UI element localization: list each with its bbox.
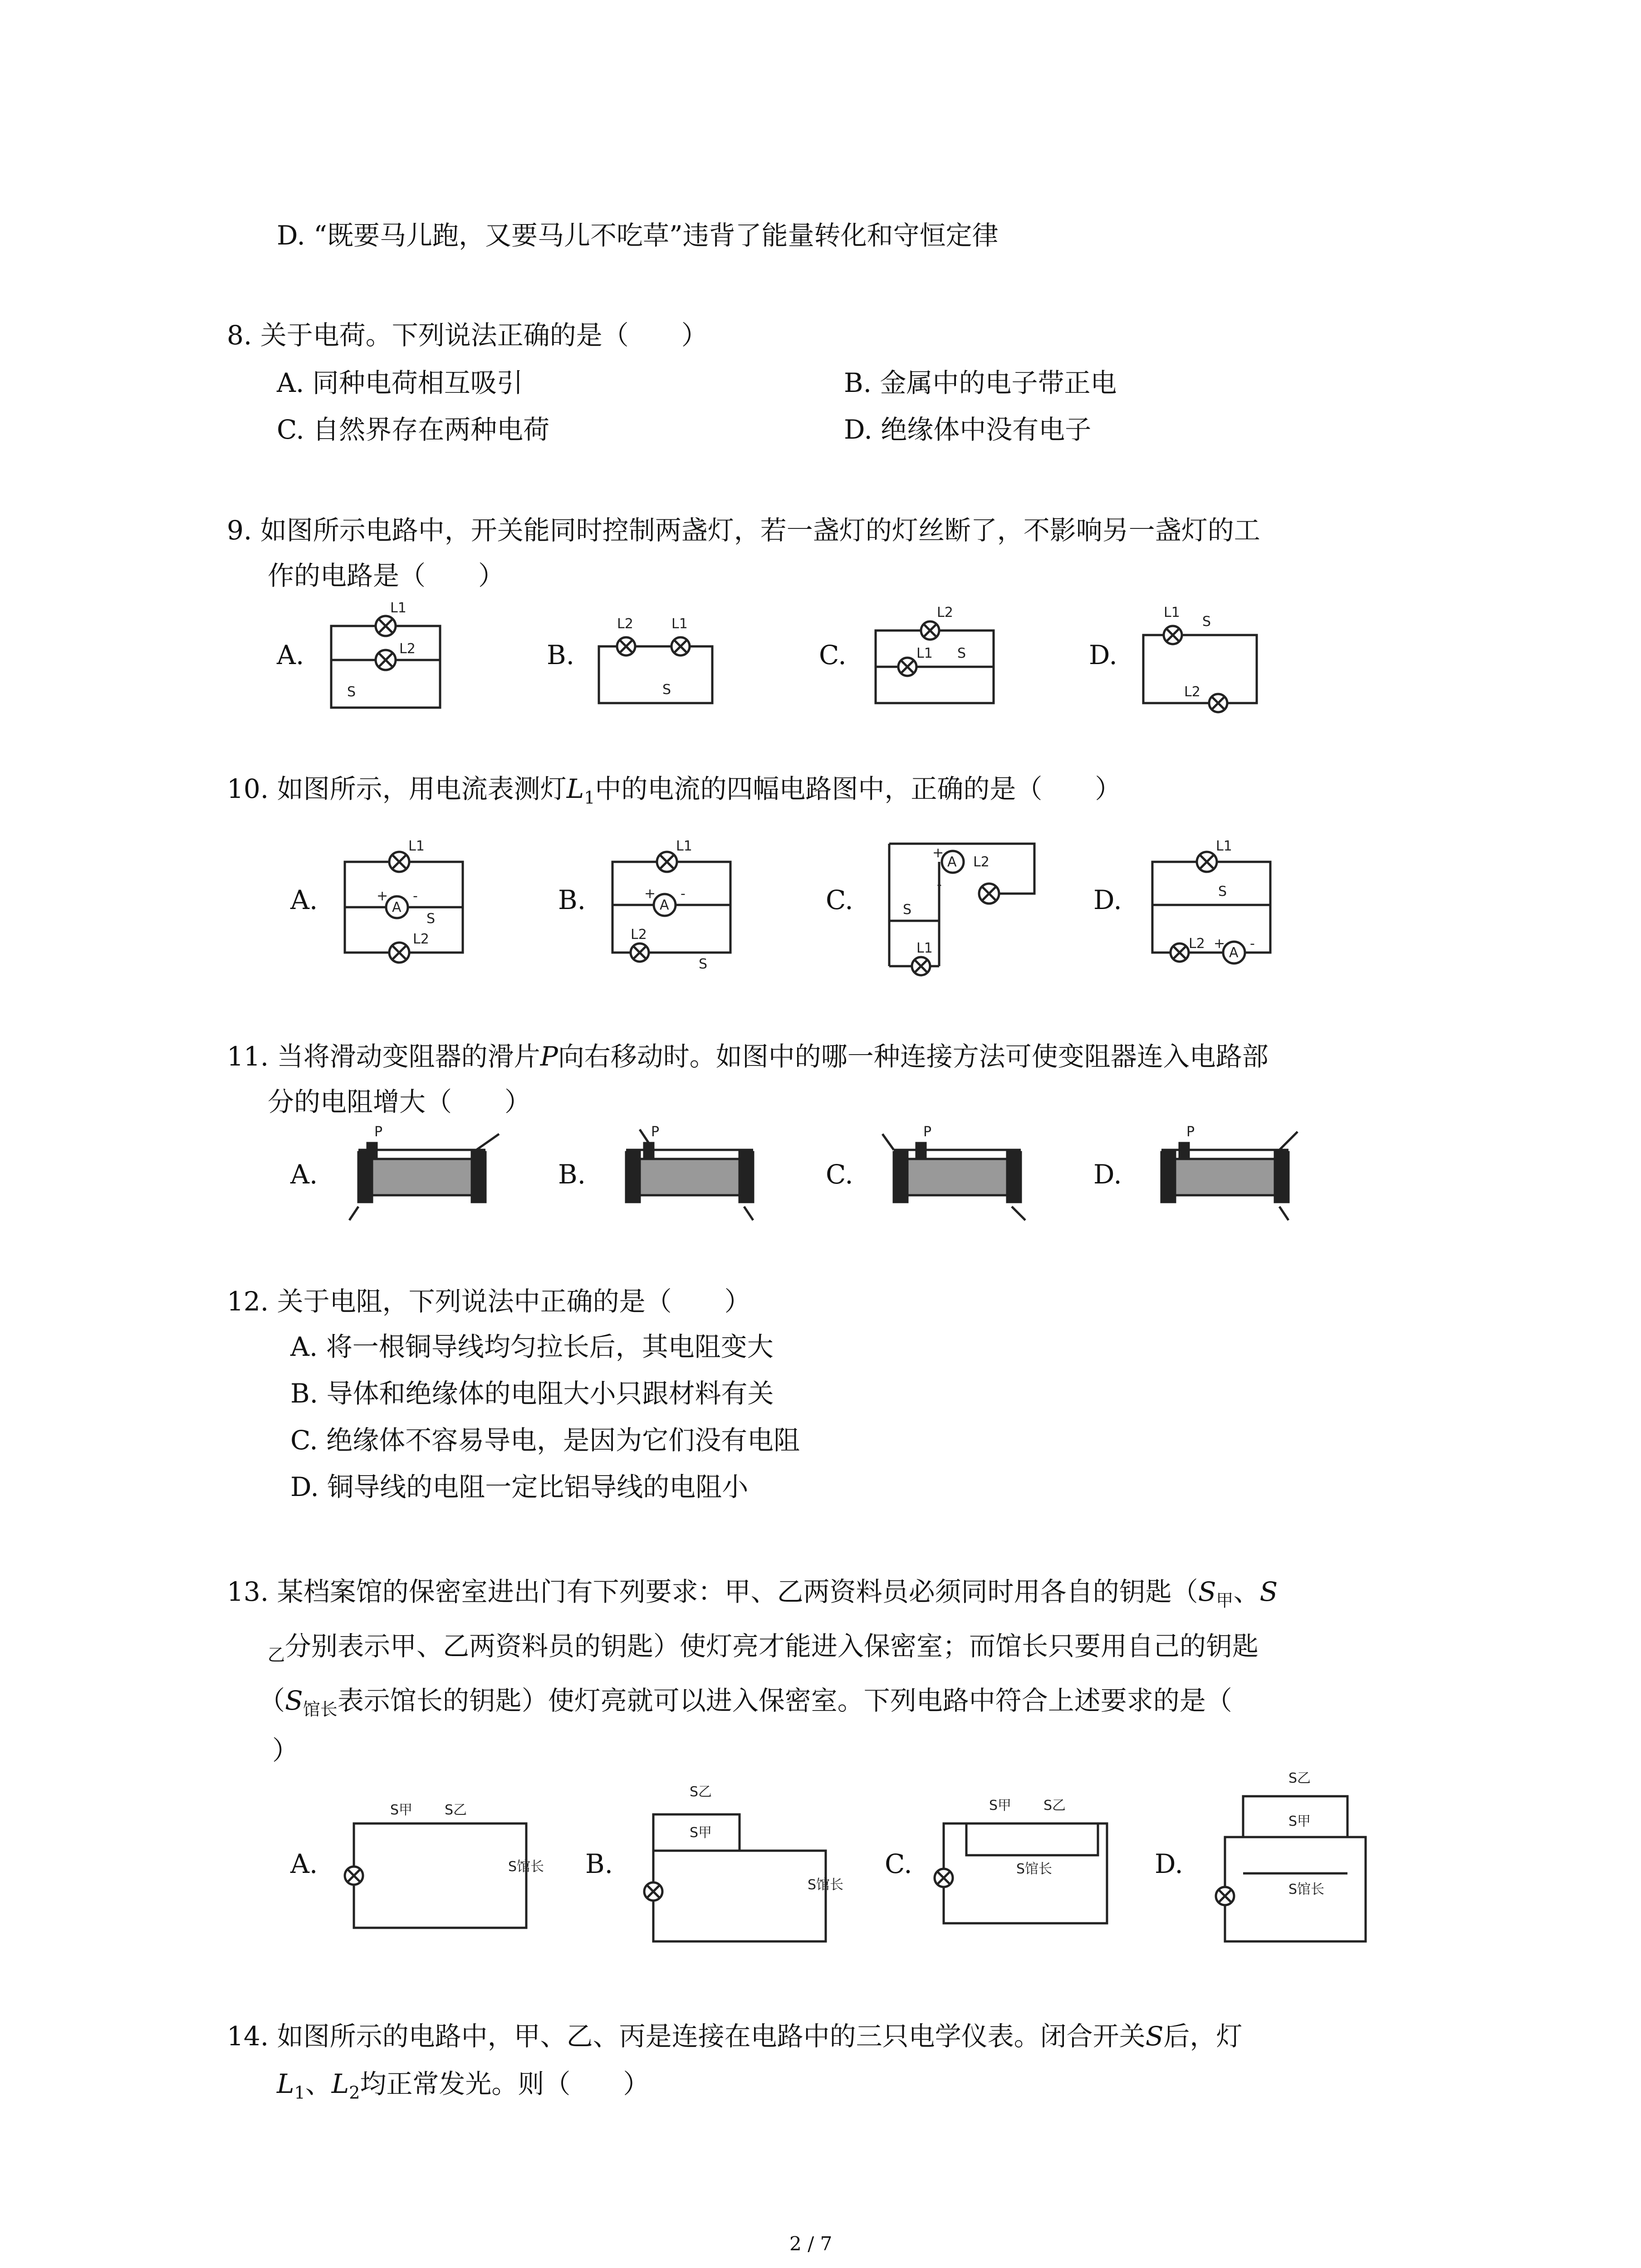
q10-circuit-c	[871, 835, 1043, 980]
q11-rheostat-d	[1143, 1125, 1316, 1229]
q9d-l1-label: L1	[1164, 605, 1180, 621]
q9-label-d: D.	[1089, 640, 1117, 670]
q10d-plus: +	[1214, 936, 1225, 952]
q10-circuit-d	[1143, 839, 1279, 966]
q10-label-b: B.	[558, 885, 586, 915]
q9a-s-label: S	[347, 684, 356, 700]
q10d-l1: L1	[1216, 838, 1232, 854]
q13-line3: （$S_{馆长}$表示馆长的钥匙）使灯亮就可以进入保密室。下列电路中符合上述要求的是（	[259, 1685, 1232, 1720]
q13-label-b: B.	[585, 1848, 613, 1879]
q9d-l2-label: L2	[1184, 684, 1200, 700]
q9-label-a: A.	[277, 640, 304, 670]
q8-option-d: D. 绝缘体中没有电子	[844, 414, 1092, 445]
q8-option-a: A. 同种电荷相互吸引	[277, 367, 523, 398]
q9a-l1-label: L1	[390, 600, 407, 616]
q12-option-d: D. 铜导线的电阻一定比铝导线的电阻小	[290, 1471, 749, 1502]
q10b-l2: L2	[631, 927, 647, 943]
q10c-l2: L2	[973, 854, 989, 870]
q14-line2: $L_1$、$L_2$均正常发光。则（ ）	[277, 2068, 650, 2103]
q9-circuit-c	[862, 599, 1003, 717]
q13c-sjia: S甲	[989, 1798, 1012, 1813]
q12-stem: 12. 关于电阻，下列说法中正确的是（ ）	[227, 1286, 751, 1317]
q9b-s-label: S	[662, 682, 671, 698]
q11c-p: P	[923, 1124, 932, 1140]
q10-label-c: C.	[826, 885, 853, 915]
q11-label-c: C.	[826, 1159, 853, 1190]
q10a-a: A	[392, 899, 402, 915]
q13b-sguan: S馆长	[808, 1877, 844, 1893]
q13-label-c: C.	[885, 1848, 912, 1879]
q11-stem-line2: 分的电阻增大（ ）	[268, 1086, 531, 1117]
q12-option-b: B. 导体和绝缘体的电阻大小只跟材料有关	[290, 1378, 774, 1409]
q13-circuit-b	[635, 1774, 853, 1950]
q9d-s-label: S	[1202, 614, 1211, 630]
q10c-plus: +	[932, 845, 944, 861]
q11-label-a: A.	[290, 1159, 318, 1190]
q9b-l2-label: L2	[617, 616, 633, 632]
q10-label-a: A.	[290, 885, 318, 915]
q13-circuit-d	[1198, 1765, 1379, 1955]
q10-circuit-a	[336, 839, 472, 966]
q9c-s-label: S	[957, 645, 966, 661]
q13a-sjia: S甲	[390, 1802, 413, 1818]
q13a-sguan: S馆长	[508, 1859, 544, 1875]
q13d-syi: S乙	[1288, 1770, 1311, 1786]
q10b-a: A	[660, 897, 669, 913]
q10-stem: 10. 如图所示，用电流表测灯$L_1$中的电流的四幅电路图中，正确的是（ ）	[227, 773, 1122, 808]
q13-circuit-c	[930, 1792, 1121, 1941]
q8-option-c: C. 自然界存在两种电荷	[277, 414, 550, 445]
q9c-l2-label: L2	[937, 605, 953, 621]
q11-label-b: B.	[558, 1159, 586, 1190]
q11d-p: P	[1186, 1124, 1195, 1140]
q10b-s: S	[699, 956, 708, 972]
q9a-l2-label: L2	[399, 641, 416, 657]
page-number: 2 / 7	[789, 2233, 833, 2255]
q9-stem-line1: 9. 如图所示电路中，开关能同时控制两盏灯，若一盏灯的灯丝断了，不影响另一盏灯的工	[227, 515, 1260, 546]
q11b-p: P	[651, 1124, 660, 1140]
q9b-l1-label: L1	[671, 616, 688, 632]
q8-stem: 8. 关于电荷。下列说法正确的是（ ）	[227, 320, 708, 351]
q9-label-c: C.	[819, 640, 847, 670]
q13-label-a: A.	[290, 1848, 318, 1879]
q13-line2: $_乙$分别表示甲、乙两资料员的钥匙）使灯亮才能进入保密室；而馆长只要用自己的钥匙	[268, 1631, 1259, 1665]
q10c-s: S	[903, 902, 912, 918]
q10c-minus: -	[937, 877, 942, 893]
q10a-l2: L2	[413, 931, 429, 947]
q13d-sjia: S甲	[1288, 1813, 1311, 1829]
q9-circuit-a	[318, 599, 454, 717]
q13-circuit-a	[336, 1796, 554, 1941]
q11-label-d: D.	[1093, 1159, 1122, 1190]
q10d-s: S	[1218, 884, 1227, 899]
q11-rheostat-b	[608, 1125, 780, 1229]
q9-circuit-b	[590, 603, 721, 708]
q8-option-b: B. 金属中的电子带正电	[844, 367, 1117, 398]
q11-rheostat-a	[340, 1125, 513, 1229]
q13c-syi: S乙	[1043, 1798, 1066, 1813]
q10a-plus: +	[377, 888, 388, 904]
q9-circuit-d	[1134, 594, 1266, 712]
q13-line1: 13. 某档案馆的保密室进出门有下列要求：甲、乙两资料员必须同时用各自的钥匙（$S_甲$、S	[227, 1576, 1278, 1611]
q9c-l1-label: L1	[916, 645, 933, 661]
q12-option-c: C. 绝缘体不容易导电，是因为它们没有电阻	[290, 1425, 800, 1456]
q9-label-b: B.	[547, 640, 575, 670]
q10b-minus: -	[681, 886, 686, 902]
q11a-p: P	[374, 1124, 383, 1140]
q11-stem-line1: 11. 当将滑动变阻器的滑片P向右移动时。如图中的哪一种连接方法可使变阻器连入电路部	[227, 1041, 1269, 1072]
q12-option-a: A. 将一根铜导线均匀拉长后，其电阻变大	[290, 1331, 774, 1362]
q14-line1: 14. 如图所示的电路中，甲、乙、丙是连接在电路中的三只电学仪表。闭合开关S后，灯	[227, 2021, 1243, 2052]
q11-rheostat-c	[876, 1125, 1048, 1229]
q10-label-d: D.	[1093, 885, 1122, 915]
q13d-sguan: S馆长	[1288, 1882, 1325, 1897]
q13a-syi: S乙	[445, 1802, 467, 1818]
q13-line4: ）	[272, 1735, 299, 1766]
q13b-syi: S乙	[690, 1784, 712, 1800]
q9-stem-line2: 作的电路是（ ）	[268, 560, 505, 591]
q10a-l1: L1	[408, 838, 425, 854]
q10a-s: S	[426, 911, 436, 927]
q13b-sjia: S甲	[690, 1825, 712, 1841]
q13-label-d: D.	[1155, 1848, 1183, 1879]
q13c-sguan: S馆长	[1016, 1861, 1053, 1877]
q10d-minus: -	[1250, 936, 1255, 952]
q10c-a: A	[947, 854, 957, 870]
q10d-l2: L2	[1189, 936, 1205, 952]
q10c-l1: L1	[916, 940, 933, 956]
q10-circuit-b	[603, 839, 740, 971]
q10a-minus: -	[413, 888, 418, 904]
q10d-a: A	[1229, 945, 1239, 961]
q10b-plus: +	[644, 886, 656, 902]
q10b-l1: L1	[676, 838, 692, 854]
q7-option-d: D. “既要马儿跑，又要马儿不吃草”违背了能量转化和守恒定律	[277, 220, 999, 251]
